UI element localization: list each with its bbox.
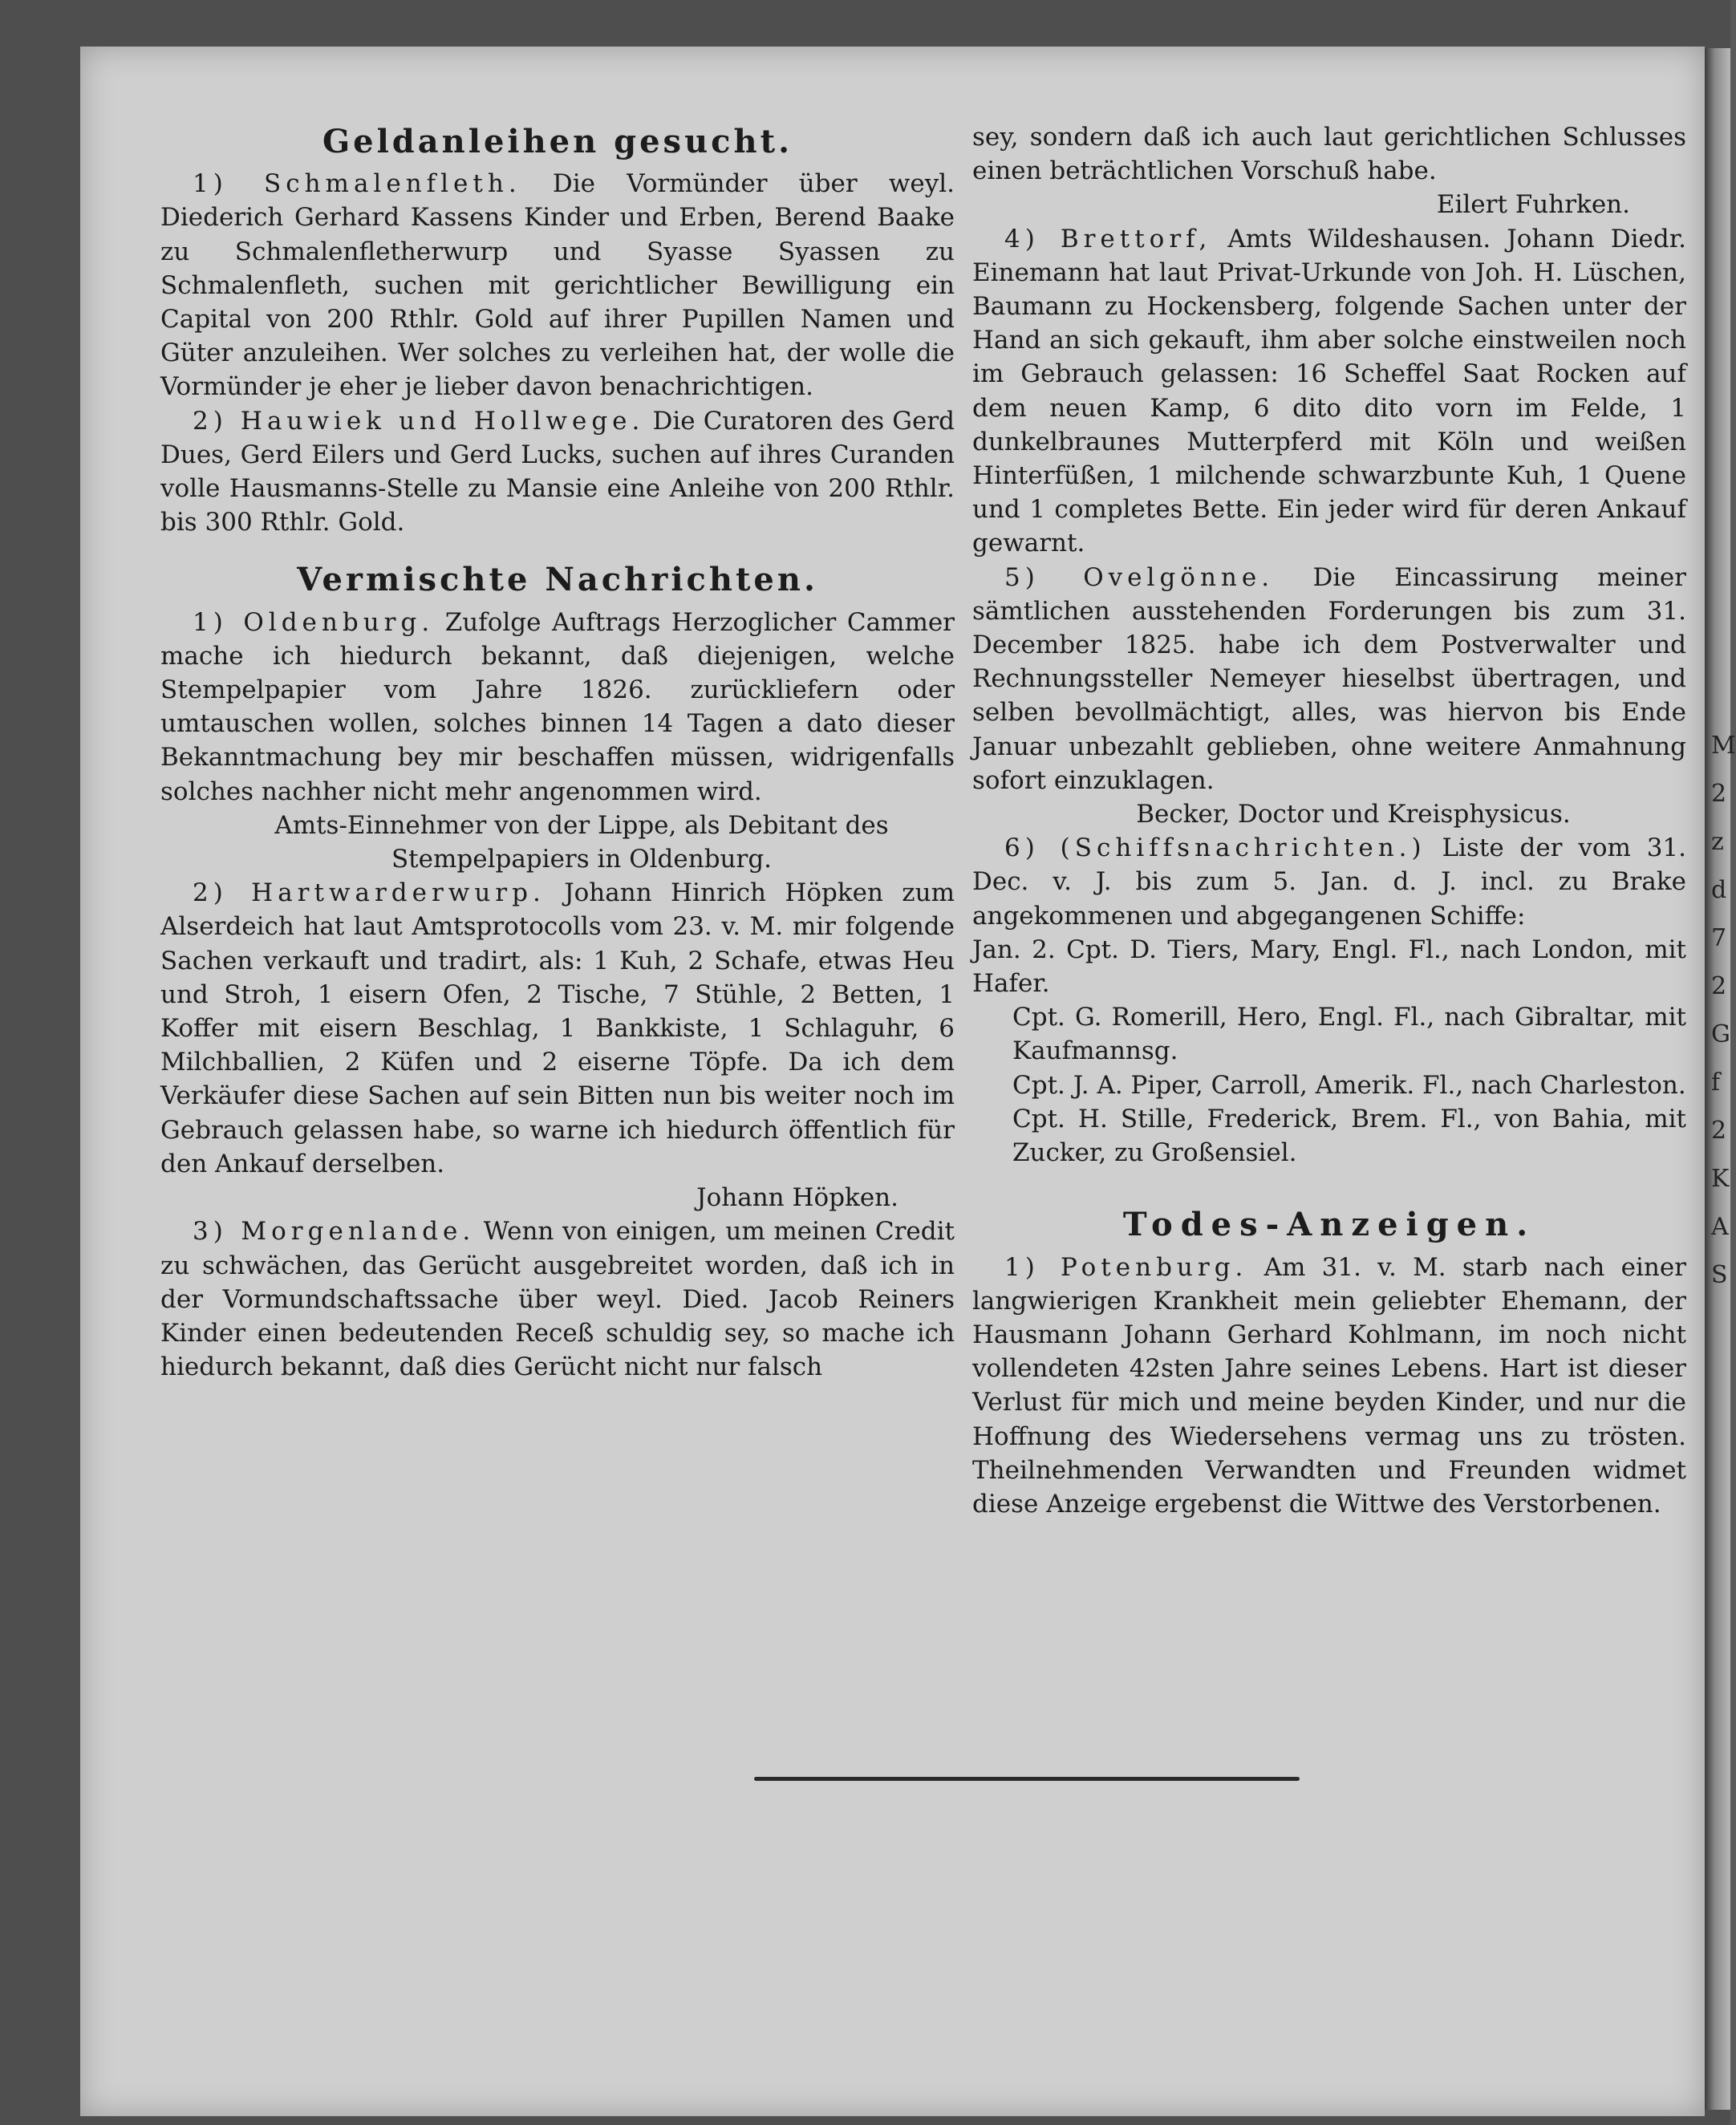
left-column xyxy=(160,120,955,1384)
horizontal-rule xyxy=(754,1777,1300,1781)
notice-hartwarderwurp xyxy=(160,876,955,1181)
notice-signature: Johann Höpken. xyxy=(696,1183,898,1213)
notice-text: Am 31. v. M. starb nach einer langwierigen Krankheit mein geliebter Ehemann, der Hausmann Johann Gerhard Kohlmann, im noch nicht vollendeten 42sten Jahre seines Lebens. Hart ist dieser Verlust für mich und meine beyden Kinder, und nur die Hoffnung des Wiedersehens vermag uns zu trösten. Theilnehmenden Verwandten und Freunden widmet diese Anzeige ergebenst die Wittwe des Verstorbenen. xyxy=(972,1252,1686,1519)
notice-text: Johann Hinrich Höpken zum Alserdeich hat laut Amtsprotocolls vom 23. v. M. mir folgende Sachen verkauft und tradirt, als: 1 Kuh, 2 Schafe, etwas Heu und Stroh, 1 eisern Ofen, 2 Tische, 7 Stühle, 2 Betten, 1 Koffer mit eisern Beschlag, 1 Bankkiste, 1 Schlaguhr, 6 Milchballien, 2 Küfen und 2 eiserne Töpfe. Da ich dem Verkäufer diese Sachen auf sein Bitten nun bis weiter noch im Gebrauch gelassen habe, so warne ich hiedurch öffentlich für den Ankauf derselben. xyxy=(160,878,955,1178)
notice-text: Die Eincassirung meiner sämtlichen ausstehenden Forderungen bis zum 31. December 1825. habe ich dem Postverwalter und Rechnungssteller Nemeyer hieselbst übertragen, und selben bevollmächtigt, alles, was hiervon bis Ende Januar unbezahlt geblieben, ohne weitere Anmahnung sofort einzuklagen. xyxy=(972,562,1687,795)
notice-continuation: sey, sondern daß ich auch laut gerichtlichen Schlusses einen beträchtlichen Vorschuß habe. xyxy=(972,123,1686,186)
notice-ovelgoenne xyxy=(972,561,1686,797)
place-name: 1) Potenburg. xyxy=(1004,1252,1248,1282)
right-column xyxy=(972,120,1686,1521)
notice-morgenlande xyxy=(160,1215,955,1384)
place-name: 1) Oldenburg. xyxy=(193,607,435,637)
place-name: 2) Hauwiek und Hollwege. xyxy=(193,406,645,436)
notice-text: Die Vormünder über weyl. Diederich Gerhard Kassens Kinder und Erben, Berend Baake zu Schmalenfletherwurp und Syasse Syassen zu Schmalenfleth, suchen mit gerichtlicher Bewilligung ein Capital von 200 Rthlr. Gold auf ihrer Pupillen Namen und Güter anzuleihen. Wer solches zu verleihen hat, der wolle die Vormünder je eher je lieber davon benachrichtigen. xyxy=(160,169,955,402)
notice-signature: Amts-Einnehmer von der Lippe, als Debitant des Stempelpapiers in Oldenburg. xyxy=(274,810,889,874)
section-heading-loans: Geldanleihen gesucht. xyxy=(322,123,793,160)
place-name: 2) Hartwarderwurp. xyxy=(193,878,546,908)
notice-text: Zufolge Auftrags Herzoglicher Cammer mache ich hiedurch bekannt, daß diejenigen, welche Stempelpapier vom Jahre 1826. zurückliefern oder umtauschen wollen, solches binnen 14 Tagen a dato dieser Bekanntmachung bey mir beschaffen müssen, widrigenfalls solches nachher nicht mehr angenommen wird. xyxy=(160,607,955,806)
place-name: 6) (Schiffsnachrichten.) xyxy=(1004,833,1426,863)
notice-ship-news xyxy=(972,831,1686,933)
notice-oldenburg xyxy=(160,606,955,809)
place-name: 4) Brettorf, xyxy=(1004,224,1212,253)
ship-entry: Cpt. J. A. Piper, Carroll, Amerik. Fl., nach Charleston. xyxy=(1012,1070,1686,1100)
ship-entry: Cpt. H. Stille, Frederick, Brem. Fl., von Bahia, mit Zucker, zu Großensiel. xyxy=(1012,1104,1686,1168)
place-name: 5) Ovelgönne. xyxy=(1004,562,1275,592)
place-name: 3) Morgenlande. xyxy=(193,1217,476,1247)
notice-brettorf xyxy=(972,222,1686,561)
ship-entry: Cpt. G. Romerill, Hero, Engl. Fl., nach Gibraltar, mit Kaufmannsg. xyxy=(1012,1003,1686,1066)
place-name: 1) Schmalenfleth. xyxy=(193,169,521,199)
notice-text: Amts Wildeshausen. Johann Diedr. Einemann hat laut Privat-Urkunde von Joh. H. Lüschen, Baumann zu Hockensberg, folgende Sachen unter der Hand an sich gekauft, ihm aber solche einstweilen noch im Gebrauch gelassen: 16 Scheffel Saat Rocken auf dem neuen Kamp, 6 dito dito vorn im Felde, 1 dunkelbraunes Mutterpferd mit Köln und weißen Hinterfüßen, 1 milchende schwarzbunte Kuh, 1 Quene und 1 completes Bette. Ein jeder wird für deren Ankauf gewarnt. xyxy=(972,224,1686,558)
notice-schmalenfleth xyxy=(160,167,955,404)
ship-entry: Jan. 2. Cpt. D. Tiers, Mary, Engl. Fl., nach London, mit Hafer. xyxy=(972,935,1686,999)
notice-text: Liste der vom 31. Dec. v. J. bis zum 5. Jan. d. J. incl. zu Brake angekommenen und abgegangenen Schiffe: xyxy=(972,833,1687,931)
notice-signature: Becker, Doctor und Kreisphysicus. xyxy=(1136,800,1571,829)
notice-potenburg xyxy=(972,1251,1686,1522)
next-page-text-fragments: M 2 z d 7 2 G f 2 K A S xyxy=(1711,732,1736,1289)
notice-text: Die Curatoren des Gerd Dues, Gerd Eilers und Gerd Lucks, suchen auf ihres Curanden volle Hausmanns-Stelle zu Mansie eine Anleihe von 200 Rthlr. bis 300 Rthlr. Gold. xyxy=(160,406,955,537)
notice-signature: Eilert Fuhrken. xyxy=(1436,190,1630,220)
notice-text: Wenn von einigen, um meinen Credit zu schwächen, das Gerücht ausgebreitet worden, daß ich in der Vormundschaftssache über weyl. Died. Jacob Reiners Kinder einen bedeutenden Receß schuldig sey, so mache ich hiedurch bekannt, daß dies Gerücht nicht nur falsch xyxy=(160,1217,955,1382)
notice-hauwiek xyxy=(160,404,955,540)
section-heading-deaths: Todes-Anzeigen. xyxy=(1122,1206,1536,1244)
section-heading-misc: Vermischte Nachrichten. xyxy=(297,561,818,599)
